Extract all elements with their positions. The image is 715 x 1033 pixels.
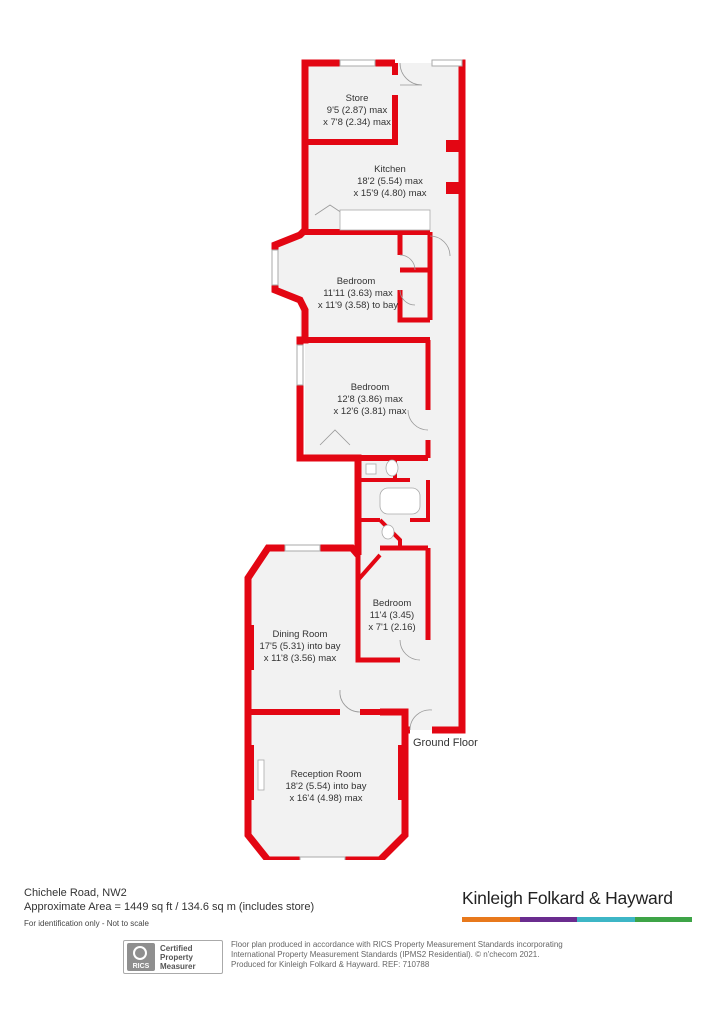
room-dim: x 7'1 (2.16) — [368, 622, 416, 633]
property-info — [24, 886, 314, 931]
room-reception — [285, 769, 366, 804]
room-name: Bedroom — [336, 276, 376, 287]
room-bedroom-3 — [368, 598, 415, 633]
room-name: Dining Room — [272, 629, 328, 640]
room-dim: x 7'8 (2.34) max — [323, 117, 391, 128]
disclaimer — [231, 940, 611, 970]
disclaimer-line: Produced for Kinleigh Folkard & Hayward. REF: 710788 — [231, 960, 430, 969]
room-dim: 17'5 (5.31) into bay — [259, 641, 341, 652]
rics-line: Property — [160, 952, 193, 962]
brand-bar-orange — [462, 917, 520, 922]
room-dim: x 16'4 (4.98) max — [289, 793, 363, 804]
disclaimer-line: International Property Measurement Standards (IPMS2 Residential). © n'checom 2021. — [231, 950, 540, 959]
rics-logo-text: RICS — [132, 963, 150, 970]
brand-bar-teal — [577, 917, 635, 922]
room-name: Reception Room — [290, 769, 362, 780]
room-name: Bedroom — [350, 382, 390, 393]
rics-badge — [123, 940, 223, 974]
floor-label: Ground Floor — [413, 737, 478, 749]
approximate-area: Approximate Area = 1449 sq ft / 134.6 sq m (includes store) — [24, 901, 315, 913]
room-dim: 18'2 (5.54) into bay — [285, 781, 367, 792]
room-name: Kitchen — [374, 164, 406, 175]
disclaimer-line: Floor plan produced in accordance with RICS Property Measurement Standards incorporating — [231, 940, 563, 949]
room-dim: 9'5 (2.87) max — [326, 105, 388, 116]
room-name: Store — [345, 93, 369, 104]
brand-bar-purple — [520, 917, 578, 922]
room-name: Bedroom — [372, 598, 412, 609]
brand-bar-green — [635, 917, 693, 922]
room-dim: 11'11 (3.63) max — [323, 288, 393, 299]
room-dim: 11'4 (3.45) — [369, 610, 415, 621]
brand-color-bar — [462, 917, 692, 922]
brand-name: Kinleigh Folkard & Hayward — [462, 888, 673, 908]
scale-note: For identification only - Not to scale — [24, 919, 149, 928]
rics-line: Measurer — [160, 961, 196, 971]
rics-logo-icon — [127, 943, 155, 971]
room-dim: x 11'9 (3.58) to bay — [317, 300, 399, 311]
address: Chichele Road, NW2 — [24, 887, 127, 899]
room-dim: 12'8 (3.86) max — [337, 394, 403, 405]
room-dim: x 15'9 (4.80) max — [353, 188, 427, 199]
rics-line: Certified — [160, 943, 193, 953]
room-dim: x 11'8 (3.56) max — [263, 653, 337, 664]
room-dim: x 12'6 (3.81) max — [333, 406, 407, 417]
room-dim: 18'2 (5.54) max — [357, 176, 423, 187]
rics-text — [160, 944, 196, 971]
